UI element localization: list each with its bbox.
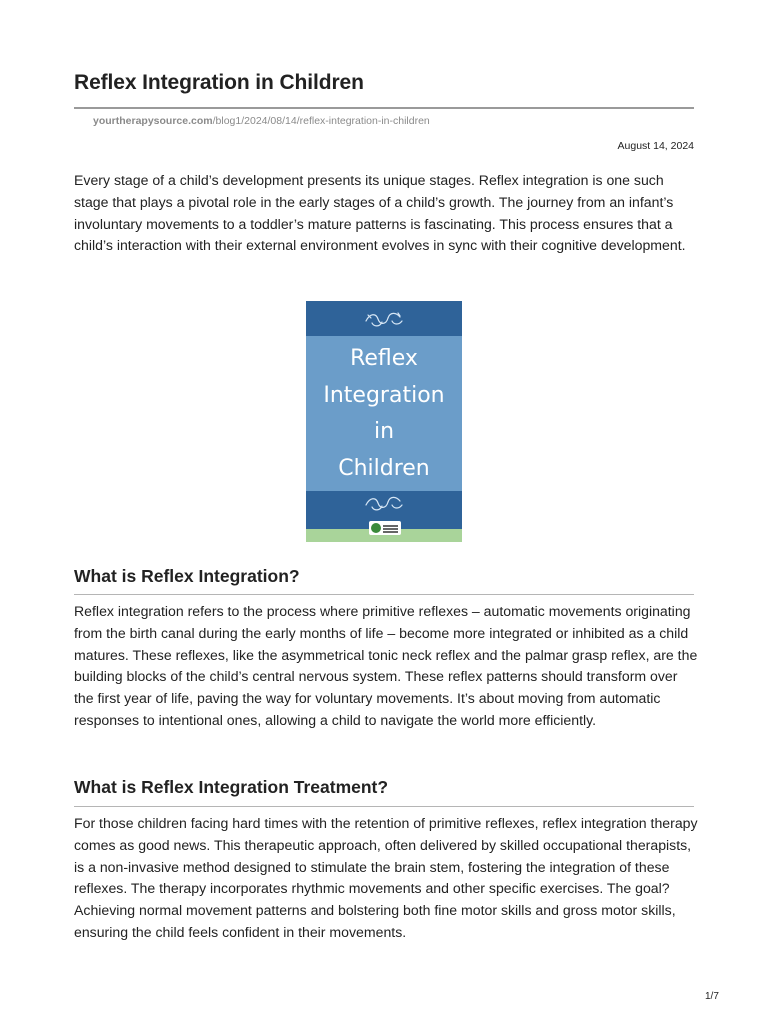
post-date: August 14, 2024 <box>617 140 694 152</box>
source-url[interactable] <box>93 115 430 127</box>
source-domain: yourtherapysource.com <box>93 115 213 127</box>
page-number: 1/7 <box>705 991 719 1002</box>
section-divider <box>74 806 694 807</box>
source-path: /blog1/2024/08/14/reflex-integration-in-children <box>212 115 430 127</box>
publisher-logo-icon <box>369 521 401 535</box>
section-divider <box>74 594 694 595</box>
intro-paragraph: Every stage of a child’s development presents its unique stages. Reflex integration is one such stage that plays a pivotal role in the early stages of a child’s growth. The journey from an infant’s involuntary movements to a toddler’s mature patterns is fascinating. This process ensures that a child’s interaction with their external environment evolves in sync with their cognitive development. <box>74 172 686 254</box>
flourish-ornament-icon <box>362 309 406 329</box>
title-divider <box>74 107 694 109</box>
section-heading: What is Reflex Integration? <box>74 566 300 586</box>
section-heading: What is Reflex Integration Treatment? <box>74 777 389 797</box>
section-paragraph: Reflex integration refers to the process where primitive reflexes – automatic movements originating from the birth canal during the early months of life – become more integrated or inhibited as a child matures. These reflexes, like the asymmetrical tonic neck reflex and the palmar grasp reflex, are the building blocks of the child’s central nervous system. These reflex patterns should transform over the first year of life, paving the way for voluntary movements. It’s about moving from automatic responses to intentional ones, allowing a child to navigate the world more efficiently. <box>74 603 698 728</box>
image-title-line: Reflex <box>350 346 418 371</box>
section-paragraph: For those children facing hard times with the retention of primitive reflexes, reflex integration therapy comes as good news. This therapeutic approach, often delivered by skilled occupational therapists, is a non-invasive method designed to stimulate the brain stem, fostering the integration of these reflexes. The therapy incorporates rhythmic movements and other specific exercises. The goal? Achieving normal movement patterns and bolstering both fine motor skills and gross motor skills, ensuring the child feels confident in their movements. <box>74 815 698 940</box>
page-title: Reflex Integration in Children <box>74 71 364 94</box>
image-title <box>306 341 462 487</box>
image-title-line: in <box>373 419 395 444</box>
feature-image <box>306 301 462 542</box>
image-title-line: Integration <box>323 382 445 408</box>
flourish-ornament-icon <box>362 493 406 513</box>
image-title-line: Children <box>338 455 430 481</box>
